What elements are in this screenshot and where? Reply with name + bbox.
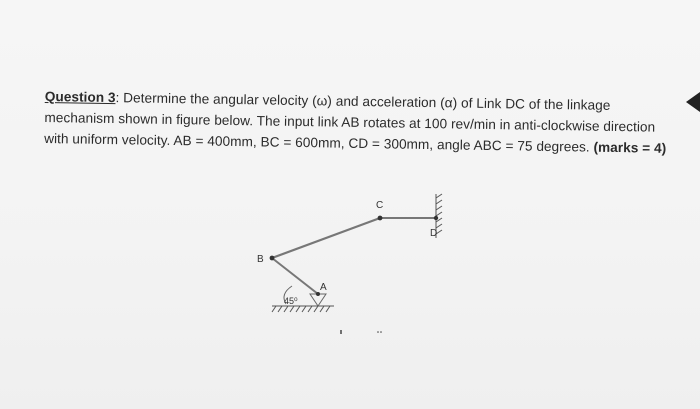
stray-dot	[377, 331, 379, 333]
label-c: C	[376, 200, 384, 211]
question-body: : Determine the angular velocity (ω) and acceleration (α) of Link DC of the linkage mechanism shown in figure below. The input link AB rotates at 100 rev/min in anti-clockwise direction with uniform velocity. AB = 400mm, BC = 600mm, CD = 300mm, angle ABC = 75 degrees.	[44, 90, 656, 155]
label-d: D	[430, 228, 438, 239]
ground-a	[272, 306, 334, 312]
linkage-figure	[240, 180, 480, 350]
question-marks: (marks = 4)	[593, 139, 667, 156]
joint-b	[270, 256, 275, 261]
link-ab	[272, 258, 318, 294]
question-text-block	[44, 86, 670, 159]
linkage-diagram	[240, 180, 480, 350]
joint-d	[434, 216, 438, 220]
label-b: B	[257, 254, 264, 265]
stray-dot	[380, 331, 382, 333]
link-bc	[272, 218, 380, 258]
question-label: Question 3	[44, 88, 116, 106]
joint-c	[378, 216, 383, 221]
label-angle: 45⁰	[284, 296, 298, 306]
label-a: A	[320, 282, 327, 293]
page-edge-marker	[686, 92, 700, 112]
